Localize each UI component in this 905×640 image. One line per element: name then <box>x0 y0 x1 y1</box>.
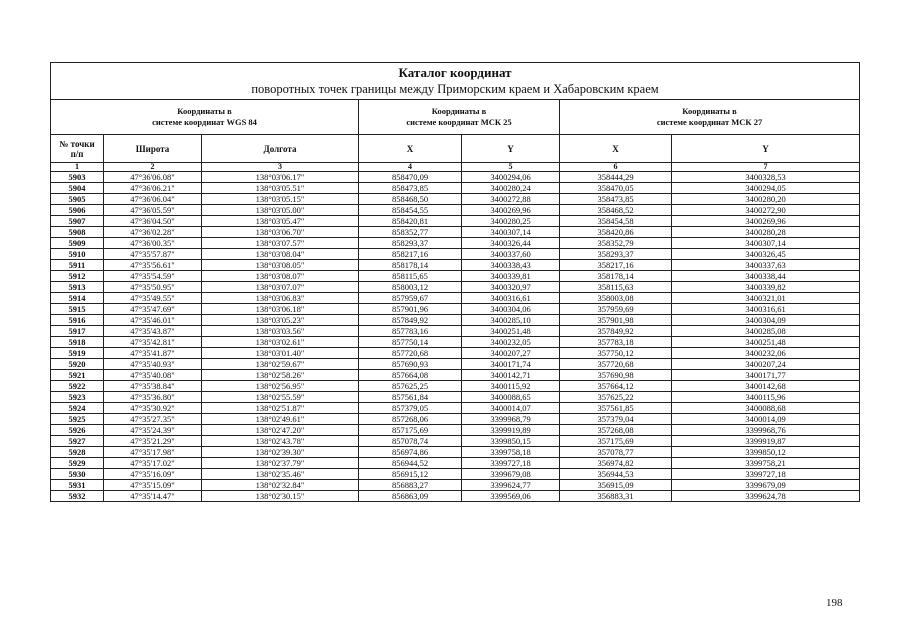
x-msk27-cell: 358115,63 <box>560 282 672 293</box>
x-msk27-cell: 357561,85 <box>560 403 672 414</box>
x-msk25-cell: 858178,14 <box>359 260 462 271</box>
table-row <box>51 425 860 436</box>
longitude-cell: 138°03'03.56" <box>202 326 359 337</box>
table-row <box>51 447 860 458</box>
x-msk25-cell: 858454,55 <box>359 205 462 216</box>
longitude-cell: 138°02'37.79" <box>202 458 359 469</box>
y-msk25-cell: 3399727,18 <box>462 458 560 469</box>
table-row <box>51 304 860 315</box>
point-number-cell: 5913 <box>51 282 104 293</box>
longitude-cell: 138°03'08.04" <box>202 249 359 260</box>
x-msk25-cell: 858468,50 <box>359 194 462 205</box>
y-msk27-cell: 3399727,18 <box>672 469 860 480</box>
latitude-cell: 47°35'16.09" <box>104 469 202 480</box>
y-msk27-cell: 3399850,12 <box>672 447 860 458</box>
column-number: 2 <box>104 163 202 172</box>
table-row <box>51 359 860 370</box>
x-msk27-cell: 358003,08 <box>560 293 672 304</box>
x-msk25-cell: 856974,86 <box>359 447 462 458</box>
point-number-cell: 5917 <box>51 326 104 337</box>
y-msk25-cell: 3400339,81 <box>462 271 560 282</box>
x-msk27-cell: 358293,37 <box>560 249 672 260</box>
point-number-cell: 5906 <box>51 205 104 216</box>
y-msk25-cell: 3400115,92 <box>462 381 560 392</box>
longitude-cell: 138°02'35.46" <box>202 469 359 480</box>
table-row <box>51 491 860 502</box>
y-msk27-cell: 3400338,44 <box>672 271 860 282</box>
column-number-row <box>51 163 860 172</box>
x-msk25-cell: 857720,68 <box>359 348 462 359</box>
table-row <box>51 205 860 216</box>
point-number-cell: 5919 <box>51 348 104 359</box>
table-row <box>51 271 860 282</box>
x-msk27-cell: 358178,14 <box>560 271 672 282</box>
x-msk27-cell: 356944,53 <box>560 469 672 480</box>
x-msk25-cell: 858352,77 <box>359 227 462 238</box>
x-msk27-cell: 357720,68 <box>560 359 672 370</box>
point-number-cell: 5904 <box>51 183 104 194</box>
longitude-cell: 138°03'06.18" <box>202 304 359 315</box>
latitude-cell: 47°36'06.08" <box>104 172 202 183</box>
x-msk25-cell: 857664,08 <box>359 370 462 381</box>
x-msk25-cell: 857268,06 <box>359 414 462 425</box>
y-msk25-cell: 3400316,61 <box>462 293 560 304</box>
latitude-cell: 47°35'41.87" <box>104 348 202 359</box>
longitude-cell: 138°03'05.00" <box>202 205 359 216</box>
latitude-cell: 47°35'14.47" <box>104 491 202 502</box>
coordinate-table <box>50 62 860 502</box>
x-msk27-cell: 358352,79 <box>560 238 672 249</box>
x-msk27-cell: 357625,22 <box>560 392 672 403</box>
x-msk27-cell: 356915,09 <box>560 480 672 491</box>
y-msk25-cell: 3400337,60 <box>462 249 560 260</box>
y-msk25-cell: 3400280,24 <box>462 183 560 194</box>
y-msk25-cell: 3399850,15 <box>462 436 560 447</box>
y-msk25-cell: 3399758,18 <box>462 447 560 458</box>
y-msk25-cell: 3400269,96 <box>462 205 560 216</box>
y-msk25-cell: 3400307,14 <box>462 227 560 238</box>
x-msk25-cell: 857561,84 <box>359 392 462 403</box>
x-msk25-cell: 857625,25 <box>359 381 462 392</box>
column-number: 7 <box>672 163 860 172</box>
column-header-y-msk25: Y <box>462 135 560 163</box>
x-msk25-cell: 858470,09 <box>359 172 462 183</box>
table-subtitle: поворотных точек границы между Приморским краем и Хабаровским краем <box>251 82 659 96</box>
longitude-cell: 138°02'51.87" <box>202 403 359 414</box>
latitude-cell: 47°35'54.59" <box>104 271 202 282</box>
y-msk27-cell: 3400142,68 <box>672 381 860 392</box>
point-number-cell: 5925 <box>51 414 104 425</box>
y-msk27-cell: 3400207,24 <box>672 359 860 370</box>
point-number-cell: 5918 <box>51 337 104 348</box>
y-msk25-cell: 3399624,77 <box>462 480 560 491</box>
y-msk25-cell: 3400294,06 <box>462 172 560 183</box>
longitude-cell: 138°03'08.05" <box>202 260 359 271</box>
longitude-cell: 138°02'43.78" <box>202 436 359 447</box>
table-row <box>51 436 860 447</box>
latitude-cell: 47°35'40.93" <box>104 359 202 370</box>
y-msk25-cell: 3400320,97 <box>462 282 560 293</box>
y-msk27-cell: 3399624,78 <box>672 491 860 502</box>
latitude-cell: 47°35'17.98" <box>104 447 202 458</box>
point-number-cell: 5926 <box>51 425 104 436</box>
column-header-point: № точки п/п <box>51 135 104 163</box>
table-row <box>51 381 860 392</box>
x-msk27-cell: 357849,92 <box>560 326 672 337</box>
point-number-cell: 5909 <box>51 238 104 249</box>
table-row <box>51 403 860 414</box>
x-msk25-cell: 858473,85 <box>359 183 462 194</box>
longitude-cell: 138°02'59.67" <box>202 359 359 370</box>
longitude-cell: 138°02'58.26" <box>202 370 359 381</box>
longitude-cell: 138°03'01.40" <box>202 348 359 359</box>
table-row <box>51 337 860 348</box>
x-msk25-cell: 858420,81 <box>359 216 462 227</box>
y-msk27-cell: 3400321,01 <box>672 293 860 304</box>
y-msk27-cell: 3400232,06 <box>672 348 860 359</box>
y-msk25-cell: 3400232,05 <box>462 337 560 348</box>
latitude-cell: 47°35'57.87" <box>104 249 202 260</box>
table-row <box>51 249 860 260</box>
table-row <box>51 260 860 271</box>
point-number-cell: 5921 <box>51 370 104 381</box>
coordinate-catalog <box>50 62 859 502</box>
column-number: 4 <box>359 163 462 172</box>
longitude-cell: 138°03'08.07" <box>202 271 359 282</box>
y-msk27-cell: 3399758,21 <box>672 458 860 469</box>
latitude-cell: 47°35'30.92" <box>104 403 202 414</box>
latitude-cell: 47°35'15.09" <box>104 480 202 491</box>
y-msk27-cell: 3400280,20 <box>672 194 860 205</box>
y-msk27-cell: 3400307,14 <box>672 238 860 249</box>
point-number-cell: 5907 <box>51 216 104 227</box>
longitude-cell: 138°03'07.07" <box>202 282 359 293</box>
column-number: 5 <box>462 163 560 172</box>
y-msk27-cell: 3400280,28 <box>672 227 860 238</box>
y-msk27-cell: 3400339,82 <box>672 282 860 293</box>
x-msk27-cell: 357750,12 <box>560 348 672 359</box>
longitude-cell: 138°03'05.51" <box>202 183 359 194</box>
latitude-cell: 47°35'40.08" <box>104 370 202 381</box>
point-number-cell: 5920 <box>51 359 104 370</box>
group-header-msk27: Координаты в системе координат МСК 27 <box>560 100 860 135</box>
y-msk27-cell: 3400272,90 <box>672 205 860 216</box>
table-row <box>51 370 860 381</box>
latitude-cell: 47°36'04.50" <box>104 216 202 227</box>
latitude-cell: 47°36'05.59" <box>104 205 202 216</box>
x-msk27-cell: 357379,04 <box>560 414 672 425</box>
point-number-cell: 5914 <box>51 293 104 304</box>
x-msk25-cell: 856944,52 <box>359 458 462 469</box>
y-msk25-cell: 3400326,44 <box>462 238 560 249</box>
latitude-cell: 47°36'06.04" <box>104 194 202 205</box>
latitude-cell: 47°35'43.87" <box>104 326 202 337</box>
y-msk27-cell: 3399968,76 <box>672 425 860 436</box>
latitude-cell: 47°35'42.81" <box>104 337 202 348</box>
x-msk27-cell: 357175,69 <box>560 436 672 447</box>
y-msk25-cell: 3400285,10 <box>462 315 560 326</box>
x-msk27-cell: 357959,69 <box>560 304 672 315</box>
point-number-cell: 5922 <box>51 381 104 392</box>
longitude-cell: 138°02'30.15" <box>202 491 359 502</box>
x-msk25-cell: 857750,14 <box>359 337 462 348</box>
point-number-cell: 5927 <box>51 436 104 447</box>
longitude-cell: 138°03'06.17" <box>202 172 359 183</box>
x-msk27-cell: 357783,18 <box>560 337 672 348</box>
longitude-cell: 138°02'49.61" <box>202 414 359 425</box>
y-msk25-cell: 3399919,89 <box>462 425 560 436</box>
point-number-cell: 5923 <box>51 392 104 403</box>
x-msk25-cell: 857690,93 <box>359 359 462 370</box>
x-msk25-cell: 858217,16 <box>359 249 462 260</box>
latitude-cell: 47°35'50.95" <box>104 282 202 293</box>
table-row <box>51 414 860 425</box>
y-msk27-cell: 3400115,96 <box>672 392 860 403</box>
y-msk25-cell: 3399569,06 <box>462 491 560 502</box>
point-number-cell: 5916 <box>51 315 104 326</box>
y-msk27-cell: 3400285,08 <box>672 326 860 337</box>
latitude-cell: 47°35'56.61" <box>104 260 202 271</box>
column-number: 1 <box>51 163 104 172</box>
column-header-x-msk27: X <box>560 135 672 163</box>
x-msk25-cell: 857078,74 <box>359 436 462 447</box>
y-msk27-cell: 3399679,09 <box>672 480 860 491</box>
point-number-cell: 5905 <box>51 194 104 205</box>
y-msk25-cell: 3400207,27 <box>462 348 560 359</box>
table-row <box>51 282 860 293</box>
x-msk27-cell: 358444,29 <box>560 172 672 183</box>
y-msk27-cell: 3400014,09 <box>672 414 860 425</box>
y-msk27-cell: 3400088,68 <box>672 403 860 414</box>
table-row <box>51 238 860 249</box>
x-msk27-cell: 356974,82 <box>560 458 672 469</box>
y-msk27-cell: 3399919,87 <box>672 436 860 447</box>
x-msk25-cell: 857783,16 <box>359 326 462 337</box>
y-msk27-cell: 3400304,09 <box>672 315 860 326</box>
longitude-cell: 138°02'39.30" <box>202 447 359 458</box>
longitude-cell: 138°02'32.84" <box>202 480 359 491</box>
group-header-wgs84: Координаты в системе координат WGS 84 <box>51 100 359 135</box>
latitude-cell: 47°35'49.55" <box>104 293 202 304</box>
y-msk25-cell: 3400014,07 <box>462 403 560 414</box>
y-msk25-cell: 3400251,48 <box>462 326 560 337</box>
x-msk27-cell: 358454,58 <box>560 216 672 227</box>
x-msk25-cell: 856863,09 <box>359 491 462 502</box>
x-msk25-cell: 856915,12 <box>359 469 462 480</box>
x-msk27-cell: 358473,85 <box>560 194 672 205</box>
longitude-cell: 138°03'05.23" <box>202 315 359 326</box>
latitude-cell: 47°35'24.39" <box>104 425 202 436</box>
page-number: 198 <box>826 597 843 609</box>
table-row <box>51 326 860 337</box>
latitude-cell: 47°35'38.84" <box>104 381 202 392</box>
table-row <box>51 315 860 326</box>
point-number-cell: 5910 <box>51 249 104 260</box>
point-number-cell: 5924 <box>51 403 104 414</box>
y-msk27-cell: 3400251,48 <box>672 337 860 348</box>
table-row <box>51 216 860 227</box>
latitude-cell: 47°36'06.21" <box>104 183 202 194</box>
point-number-cell: 5915 <box>51 304 104 315</box>
longitude-cell: 138°02'47.20" <box>202 425 359 436</box>
longitude-cell: 138°03'05.47" <box>202 216 359 227</box>
group-header-msk25: Координаты в системе координат МСК 25 <box>359 100 560 135</box>
point-number-cell: 5908 <box>51 227 104 238</box>
column-header-x-msk25: X <box>359 135 462 163</box>
point-number-cell: 5903 <box>51 172 104 183</box>
y-msk25-cell: 3400280,25 <box>462 216 560 227</box>
y-msk25-cell: 3400338,43 <box>462 260 560 271</box>
longitude-cell: 138°03'06.70" <box>202 227 359 238</box>
longitude-cell: 138°03'05.15" <box>202 194 359 205</box>
y-msk25-cell: 3399679,08 <box>462 469 560 480</box>
x-msk27-cell: 358470,05 <box>560 183 672 194</box>
column-number: 3 <box>202 163 359 172</box>
y-msk25-cell: 3400142,71 <box>462 370 560 381</box>
longitude-cell: 138°02'55.59" <box>202 392 359 403</box>
table-row <box>51 348 860 359</box>
latitude-cell: 47°35'47.69" <box>104 304 202 315</box>
x-msk27-cell: 358217,16 <box>560 260 672 271</box>
latitude-cell: 47°36'00.35" <box>104 238 202 249</box>
point-number-cell: 5930 <box>51 469 104 480</box>
y-msk27-cell: 3400294,05 <box>672 183 860 194</box>
x-msk27-cell: 357901,98 <box>560 315 672 326</box>
latitude-cell: 47°35'46.01" <box>104 315 202 326</box>
table-row <box>51 172 860 183</box>
x-msk25-cell: 857959,67 <box>359 293 462 304</box>
column-header-y-msk27: Y <box>672 135 860 163</box>
y-msk25-cell: 3399968,79 <box>462 414 560 425</box>
y-msk27-cell: 3400337,63 <box>672 260 860 271</box>
point-number-cell: 5912 <box>51 271 104 282</box>
table-title: Каталог координат <box>398 65 512 80</box>
y-msk27-cell: 3400328,53 <box>672 172 860 183</box>
table-row <box>51 392 860 403</box>
table-row <box>51 469 860 480</box>
column-header-longitude: Долгота <box>202 135 359 163</box>
y-msk27-cell: 3400326,45 <box>672 249 860 260</box>
point-number-cell: 5932 <box>51 491 104 502</box>
longitude-cell: 138°03'07.57" <box>202 238 359 249</box>
latitude-cell: 47°35'17.02" <box>104 458 202 469</box>
x-msk25-cell: 858003,12 <box>359 282 462 293</box>
y-msk27-cell: 3400316,61 <box>672 304 860 315</box>
table-body <box>51 172 860 502</box>
x-msk25-cell: 856883,27 <box>359 480 462 491</box>
x-msk25-cell: 858293,37 <box>359 238 462 249</box>
longitude-cell: 138°03'06.83" <box>202 293 359 304</box>
x-msk25-cell: 857849,92 <box>359 315 462 326</box>
table-row <box>51 458 860 469</box>
longitude-cell: 138°02'56.95" <box>202 381 359 392</box>
table-row <box>51 227 860 238</box>
table-row <box>51 183 860 194</box>
table-row <box>51 480 860 491</box>
table-title-cell <box>51 63 860 100</box>
latitude-cell: 47°36'02.28" <box>104 227 202 238</box>
column-number: 6 <box>560 163 672 172</box>
latitude-cell: 47°35'27.35" <box>104 414 202 425</box>
point-number-cell: 5928 <box>51 447 104 458</box>
y-msk25-cell: 3400171,74 <box>462 359 560 370</box>
y-msk25-cell: 3400272,88 <box>462 194 560 205</box>
x-msk27-cell: 357078,77 <box>560 447 672 458</box>
point-number-cell: 5931 <box>51 480 104 491</box>
x-msk27-cell: 357664,12 <box>560 381 672 392</box>
x-msk25-cell: 857175,69 <box>359 425 462 436</box>
point-number-cell: 5911 <box>51 260 104 271</box>
column-header-latitude: Широта <box>104 135 202 163</box>
table-row <box>51 293 860 304</box>
x-msk27-cell: 358468,52 <box>560 205 672 216</box>
x-msk27-cell: 358420,86 <box>560 227 672 238</box>
table-row <box>51 194 860 205</box>
x-msk25-cell: 857379,05 <box>359 403 462 414</box>
x-msk25-cell: 858115,65 <box>359 271 462 282</box>
y-msk25-cell: 3400088,65 <box>462 392 560 403</box>
x-msk27-cell: 356883,31 <box>560 491 672 502</box>
longitude-cell: 138°03'02.61" <box>202 337 359 348</box>
x-msk25-cell: 857901,96 <box>359 304 462 315</box>
x-msk27-cell: 357690,98 <box>560 370 672 381</box>
y-msk27-cell: 3400269,96 <box>672 216 860 227</box>
point-number-cell: 5929 <box>51 458 104 469</box>
latitude-cell: 47°35'21.29" <box>104 436 202 447</box>
x-msk27-cell: 357268,08 <box>560 425 672 436</box>
y-msk25-cell: 3400304,06 <box>462 304 560 315</box>
y-msk27-cell: 3400171,77 <box>672 370 860 381</box>
latitude-cell: 47°35'36.80" <box>104 392 202 403</box>
